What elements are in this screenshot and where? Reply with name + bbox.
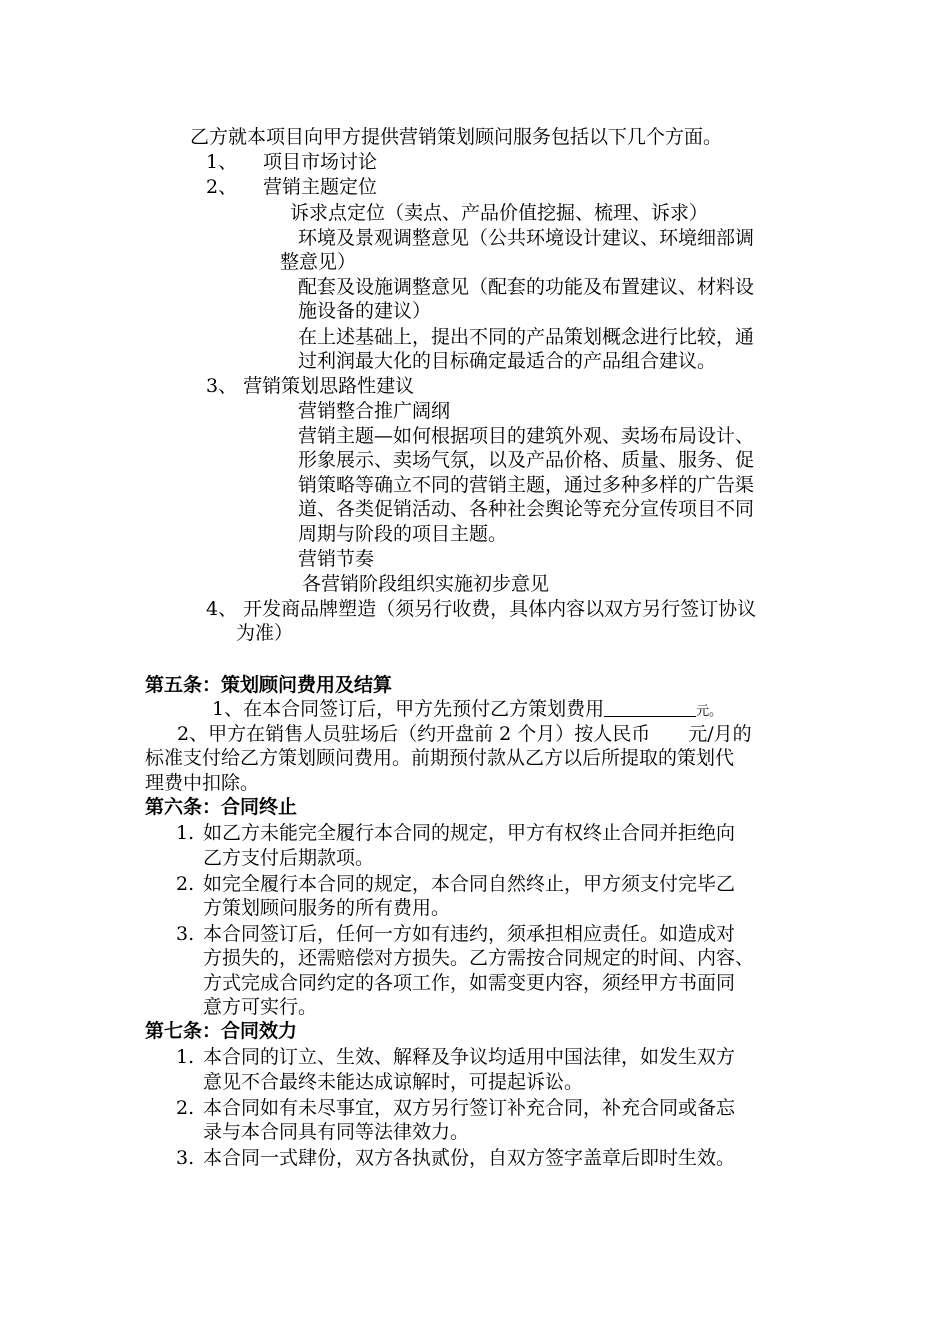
list-item-text: 乙方支付后期款项。: [203, 847, 375, 869]
sub-item-text: 施设备的建议）: [298, 300, 432, 322]
sub-item-text: 整意见）: [280, 251, 357, 273]
list-item-text: 意方可实行。: [203, 996, 318, 1018]
paragraph-line: 标准支付给乙方策划顾问费用。前期预付款从乙方以后所提取的策划代: [145, 747, 735, 769]
list-item-text: 为准）: [236, 622, 294, 644]
list-item-text: 营销主题定位: [263, 176, 378, 198]
sub-item-text: 过利润最大化的目标确定最适合的产品组合建议。: [298, 350, 717, 372]
sub-item-text: 在上述基础上，提出不同的产品策划概念进行比较，通: [298, 326, 755, 348]
list-item-text: 项目市场讨论: [263, 151, 378, 173]
list-item-number: 3.: [176, 923, 195, 945]
article-6-heading: 第六条：合同终止: [145, 796, 298, 818]
intro-text: 乙方就本项目向甲方提供营销策划顾问服务包括以下几个方面。: [190, 126, 723, 148]
sub-item-text: 形象展示、卖场气氛，以及产品价格、质量、服务、促: [298, 449, 755, 471]
list-item-text: 如乙方未能完全履行本合同的规定，甲方有权终止合同并拒绝向: [203, 822, 736, 844]
sub-item-text: 道、各类促销活动、各种社会舆论等充分宣传项目不同: [298, 498, 755, 520]
sub-item-text: 营销主题—如何根据项目的建筑外观、卖场布局设计、: [298, 425, 755, 447]
article-5-paragraph-1: [212, 697, 722, 724]
sub-item-text: 环境及景观调整意见（公共环境设计建议、环境细部调: [298, 227, 755, 249]
list-item-number: 2.: [176, 873, 195, 895]
paragraph-line: 理费中扣除。: [145, 772, 260, 794]
list-item-text: 本合同的订立、生效、解释及争议均适用中国法律，如发生双方: [203, 1046, 736, 1068]
fee-amount-blank: [604, 698, 696, 717]
list-item-number: 3.: [176, 1147, 195, 1169]
list-item-text: 4、 开发商品牌塑造（须另行收费，具体内容以双方另行签订协议: [206, 598, 757, 620]
list-item-text: 方策划顾问服务的所有费用。: [203, 897, 451, 919]
list-item-number: 1.: [176, 822, 195, 844]
article-7-heading: 第七条：合同效力: [145, 1020, 298, 1042]
list-item-number: 2、: [206, 176, 238, 198]
sub-item-text: 营销节奏: [298, 548, 375, 570]
unit-text: 元。: [696, 704, 723, 719]
list-item-text: 意见不合最终未能达成谅解时，可提起诉讼。: [203, 1071, 584, 1093]
list-item-text: 3、 营销策划思路性建议: [206, 375, 415, 397]
list-item-number: 2.: [176, 1097, 195, 1119]
sub-item-text: 诉求点定位（卖点、产品价值挖掘、梳理、诉求）: [290, 202, 709, 224]
article-5-heading: 第五条：策划顾问费用及结算: [145, 674, 393, 696]
list-item-text: 如完全履行本合同的规定，本合同自然终止，甲方须支付完毕乙: [203, 873, 736, 895]
list-item-number: 1.: [176, 1046, 195, 1068]
list-item-text: 本合同签订后，任何一方如有违约，须承担相应责任。如造成对: [203, 923, 736, 945]
sub-item-text: 周期与阶段的项目主题。: [298, 523, 508, 545]
paragraph-text: 1、在本合同签订后，甲方先预付乙方策划费用: [212, 698, 605, 720]
list-item-text: 本合同如有未尽事宜，双方另行签订补充合同，补充合同或备忘: [203, 1097, 736, 1119]
list-item-text: 方损失的，还需赔偿对方损失。乙方需按合同规定的时间、内容、: [203, 947, 755, 969]
list-item-text: 方式完成合同约定的各项工作，如需变更内容，须经甲方书面同: [203, 972, 736, 994]
article-5-paragraph-2: 2、甲方在销售人员驻场后（约开盘前 2 个月）按人民币 元/月的: [177, 723, 752, 745]
sub-item-text: 营销整合推广阔纲: [298, 400, 451, 422]
list-item-text: 录与本合同具有同等法律效力。: [203, 1121, 470, 1143]
sub-item-text: 各营销阶段组织实施初步意见: [302, 573, 550, 595]
sub-item-text: 配套及设施调整意见（配套的功能及布置建议、材料设: [298, 276, 755, 298]
list-item-number: 1、: [206, 151, 238, 173]
sub-item-text: 销策略等确立不同的营销主题，通过多种多样的广告渠: [298, 474, 755, 496]
list-item-text: 本合同一式肆份，双方各执贰份，自双方签字盖章后即时生效。: [203, 1147, 736, 1169]
